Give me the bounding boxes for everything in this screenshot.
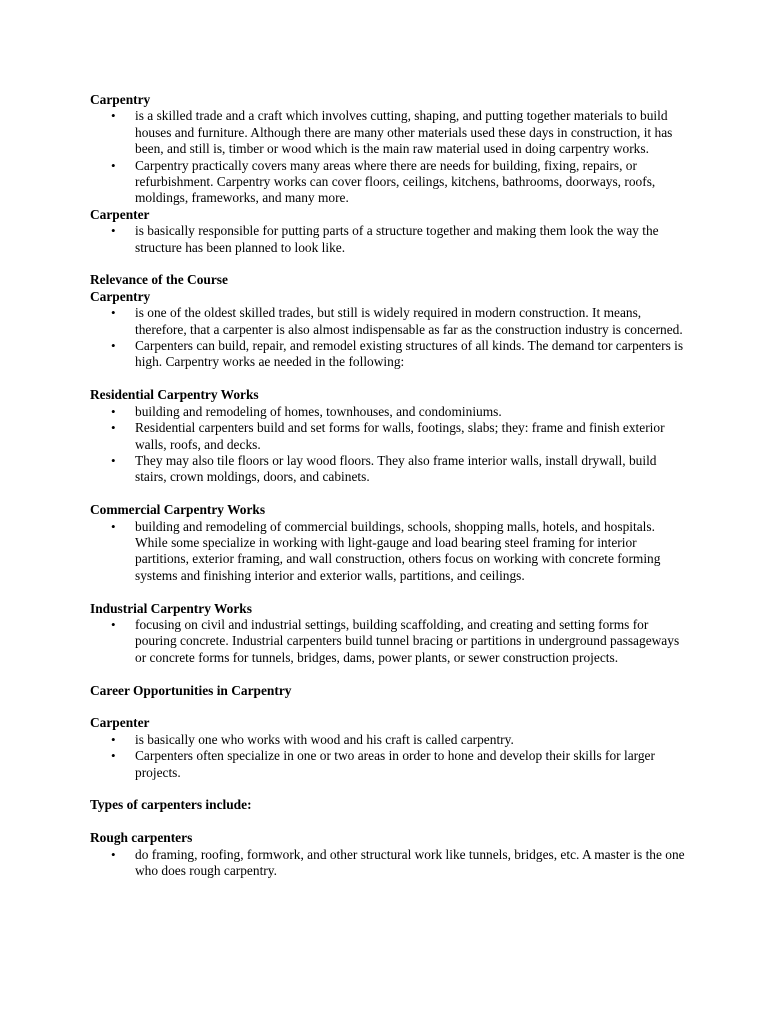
subheading-carpentry: Carpentry [90, 288, 151, 304]
heading-rough: Rough carpenters [90, 830, 193, 846]
list-item: • focusing on civil and industrial settings, building scaffolding, and creating and setting forms for pouring concrete. Industrial carpenters build tunnel bracing or partitions in underground passageways or concrete forms for tunnels, bridges, dams, power plants, or sewer construction projects. [111, 616, 680, 665]
industrial-list [90, 617, 690, 666]
bullet-icon: • [111, 338, 116, 354]
list-item: • do framing, roofing, formwork, and other structural work like tunnels, bridges, etc. A master is the one who does rough carpentry. [111, 846, 685, 878]
bullet-icon: • [111, 452, 116, 468]
bullet-icon: • [111, 305, 116, 321]
commercial-list [90, 519, 690, 585]
heading-industrial: Industrial Carpentry Works [90, 600, 252, 616]
list-item: • Carpentry practically covers many areas where there are needs for building, fixing, repairs, or refurbishment. Carpentry works can cover floors, ceilings, kitchens, bathrooms, doorways, roofs, moldings, frameworks, and many more. [111, 157, 656, 206]
bullet-icon: • [111, 846, 116, 862]
heading-carpenter-2: Carpenter [90, 715, 150, 731]
heading-commercial: Commercial Carpentry Works [90, 502, 266, 518]
list-item: • building and remodeling of commercial buildings, schools, shopping malls, hotels, and hospitals. While some specialize in working with light-gauge and load bearing steel framing for interior partitions, exterior framing, and wall construction, others focus on working with concrete forming systems and finishing interior and exterior walls, partitions, and ceilings. [111, 518, 661, 583]
heading-carpenter: Carpenter [90, 206, 150, 222]
list-item: • Carpenters often specialize in one or two areas in order to hone and develop their skills for larger projects. [111, 748, 655, 780]
list-item: • Carpenters can build, repair, and remodel existing structures of all kinds. The demand tor carpenters is high. Carpentry works ae needed in the following: [111, 338, 684, 370]
bullet-icon: • [111, 518, 116, 534]
heading-career: Career Opportunities in Carpentry [90, 682, 292, 698]
list-item: • Residential carpenters build and set forms for walls, footings, slabs; they: frame and finish exterior walls, roofs, and decks. [111, 420, 665, 452]
heading-relevance: Relevance of the Course [90, 272, 228, 288]
residential-list [90, 404, 690, 486]
bullet-icon: • [111, 748, 116, 764]
bullet-icon: • [111, 420, 116, 436]
bullet-icon: • [111, 403, 116, 419]
carpentry-list [90, 108, 690, 206]
bullet-icon: • [111, 157, 116, 173]
list-item: • They may also tile floors or lay wood floors. They also frame interior walls, install drywall, build stairs, crown moldings, doors, and cabinets. [111, 452, 657, 485]
heading-residential: Residential Carpentry Works [90, 387, 259, 403]
list-item: • building and remodeling of homes, townhouses, and condominiums. [111, 403, 502, 419]
bullet-icon: • [111, 108, 116, 124]
list-item: • is a skilled trade and a craft which involves cutting, shaping, and putting together materials to build houses and furniture. Although there are many other materials used these days in construction, it has been, and still is, timber or wood which is the main raw material used in doing carpentry works. [111, 108, 673, 157]
bullet-icon: • [111, 731, 116, 747]
list-item: • is basically one who works with wood and his craft is called carpentry. [111, 731, 514, 747]
bullet-icon: • [111, 223, 116, 239]
rough-list [90, 847, 690, 880]
list-item: • is basically responsible for putting parts of a structure together and making them look the way the structure has been planned to look like. [111, 223, 659, 255]
list-item: • is one of the oldest skilled trades, but still is widely required in modern construction. It means, therefore, that a carpenter is also almost indispensable as far as the construction industry is concerned. [111, 305, 683, 337]
document-body [90, 92, 690, 879]
carpenter-list [90, 223, 690, 256]
heading-carpentry: Carpentry [90, 92, 151, 107]
relevance-list [90, 305, 690, 371]
heading-types: Types of carpenters include: [90, 797, 252, 813]
bullet-icon: • [111, 616, 116, 632]
carpenter-2-list [90, 732, 690, 781]
